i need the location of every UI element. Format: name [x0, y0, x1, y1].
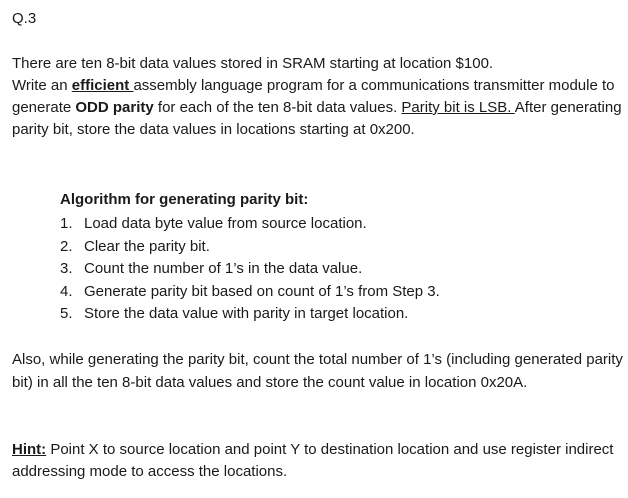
- statement-text: After generating parity bit, store the data values in locations starting at 0x200.: [12, 99, 622, 138]
- algorithm-step: [60, 236, 620, 259]
- statement-text: for each of the ten 8-bit data values.: [153, 99, 402, 116]
- algorithm-step: [60, 213, 620, 236]
- step-number: 4.: [60, 282, 73, 300]
- statement-text: Write an: [12, 77, 72, 94]
- step-text: Store the data value with parity in target location.: [84, 305, 409, 322]
- additional-requirement: Also, while generating the parity bit, count the total number of 1’s (including generated parity bit) in all the ten 8-bit data values and store the count value in location 0x20A.: [12, 351, 623, 391]
- algorithm-step: [60, 281, 620, 304]
- step-number: 2.: [60, 237, 73, 255]
- emphasis-odd-parity: ODD parity: [75, 99, 154, 116]
- algorithm-title: Algorithm for generating parity bit:: [60, 191, 309, 208]
- hint-paragraph: [12, 439, 624, 483]
- algorithm-step: [60, 303, 620, 326]
- algorithm-steps: [60, 213, 620, 326]
- hint-label: Hint:: [12, 441, 47, 458]
- step-text: Generate parity bit based on count of 1’s from Step 3.: [84, 282, 440, 300]
- step-number: 3.: [60, 260, 73, 277]
- problem-statement: [12, 53, 624, 141]
- hint-text: Point X to source location and point Y to destination location and use register indirect addressing mode to access the locations.: [12, 441, 614, 480]
- step-text: Clear the parity bit.: [84, 237, 210, 255]
- step-number: 1.: [60, 215, 73, 232]
- algorithm-step: [60, 258, 620, 281]
- step-text: Load data byte value from source location.: [84, 215, 367, 232]
- emphasis-efficient: efficient: [71, 77, 134, 94]
- question-label: Q.3: [12, 10, 37, 27]
- statement-text: assembly language program for a communications transmitter module to generate: [12, 77, 615, 116]
- step-text: Count the number of 1’s in the data value.: [84, 260, 363, 277]
- step-number: 5.: [60, 305, 73, 322]
- statement-sentence-1: There are ten 8-bit data values stored in SRAM starting at location $100.: [12, 55, 494, 72]
- emphasis-parity-lsb: Parity bit is LSB.: [401, 99, 515, 116]
- algorithm-section: [60, 189, 620, 326]
